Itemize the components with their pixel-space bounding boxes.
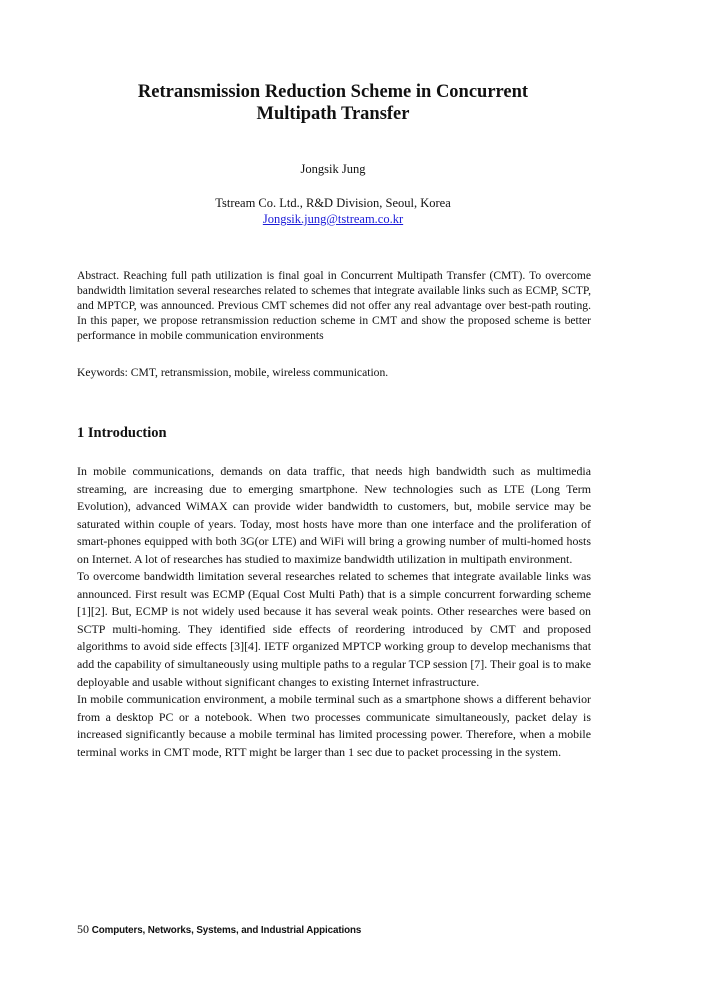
author-affiliation: Tstream Co. Ltd., R&D Division, Seoul, Korea <box>215 196 451 210</box>
keywords: Keywords: CMT, retransmission, mobile, wireless communication. <box>77 366 389 379</box>
author-email-link[interactable]: Jongsik.jung@tstream.co.kr <box>262 212 404 226</box>
paper-title <box>77 81 589 125</box>
section-heading-introduction: 1 Introduction <box>77 425 167 441</box>
page-number: 50 <box>77 922 89 936</box>
title-line-1: Retransmission Reduction Scheme in Concurrent <box>137 82 529 102</box>
author-name: Jongsik Jung <box>300 162 366 176</box>
introduction-paragraph-2: To overcome bandwidth limitation several researches related to schemes that integrate available links was announced. First result was ECMP (Equal Cost Multi Path) that is a simple concurrent forwarding scheme [1][2]. But, ECMP is not widely used because it has several weak points. Other researches were based on SCTP multi-homing. They identified side effects of reordering introduced by CMT and proposed algorithms to avoid side effects [3][4]. IETF organized MPTCP working group to develop mechanisms that add the capability of simultaneously using multiple paths to a regular TCP session [7]. Their goal is to make deployable and usable without significant changes to existing Internet infrastructure. <box>77 569 591 689</box>
abstract: Abstract. Reaching full path utilization is final goal in Concurrent Multipath Transfer (CMT). To overcome bandwidth limitation several researches related to schemes that integrate available links such as ECMP, SCTP, and MPTCP, was announced. Previous CMT schemes did not offer any real advantage over best-path routing. In this paper, we propose retransmission reduction scheme in CMT and show the proposed scheme is better performance in mobile communication environments <box>77 269 591 342</box>
introduction-body <box>77 463 591 761</box>
introduction-paragraph-1: In mobile communications, demands on data traffic, that needs high bandwidth such as multimedia streaming, are increasing due to emerging smartphone. New technologies such as LTE (Long Term Evolution), advanced WiMAX can provide wider bandwidth to customers, but, mobile service may be saturated within couple of years. Today, most hosts have more than one interface and the proliferation of smart-phones equipped with both 3G(or LTE) and WiFi will bring a growing number of multi-homed hosts on Internet. A lot of researches has studied to maximize bandwidth utilization in multipath environment. <box>77 464 591 566</box>
introduction-paragraph-3: In mobile communication environment, a mobile terminal such as a smartphone shows a different behavior from a desktop PC or a notebook. When two processes communicate simultaneously, packet delay is increased significantly because a mobile terminal has limited processing power. Therefore, when a mobile terminal works in CMT mode, RTT might be larger than 1 sec due to packet processing in the system. <box>77 692 591 759</box>
page-footer <box>77 922 361 938</box>
title-line-2: Multipath Transfer <box>256 104 410 124</box>
footer-book-title: Computers, Networks, Systems, and Industrial Appications <box>91 925 362 936</box>
author-email-line <box>77 212 589 227</box>
